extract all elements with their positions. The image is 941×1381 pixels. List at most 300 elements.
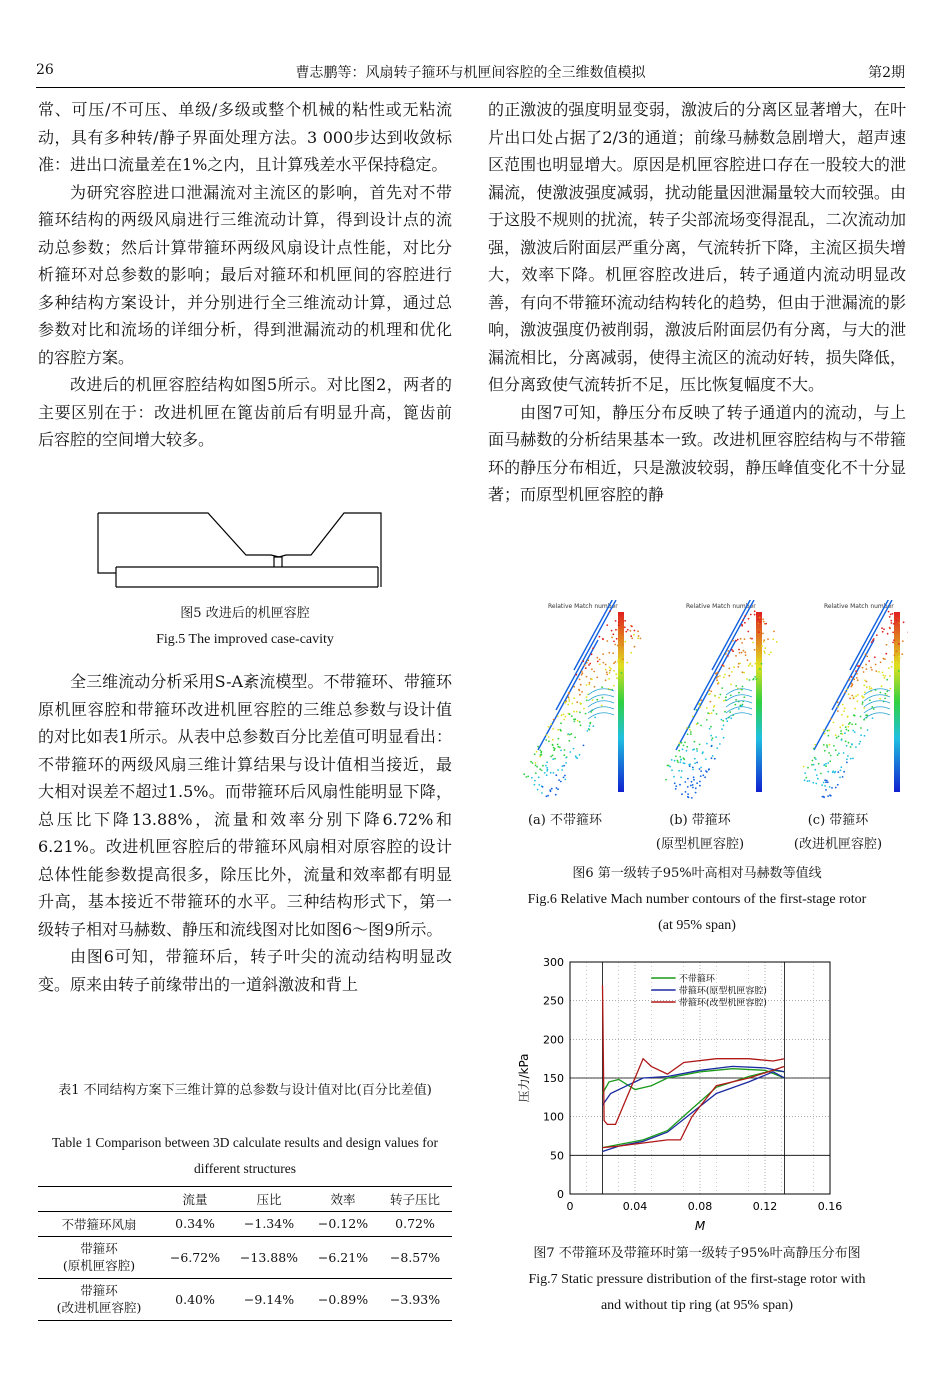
left-column-bottom xyxy=(38,668,452,998)
contour-dot xyxy=(867,729,869,731)
contour-dot xyxy=(750,614,752,616)
contour-dot xyxy=(708,694,710,696)
blade-line xyxy=(832,600,892,710)
contour-dot xyxy=(700,767,702,769)
contour-dot xyxy=(553,747,555,749)
table-header-row xyxy=(38,1187,452,1211)
table-cell: −3.93% xyxy=(389,1291,441,1307)
contour-dot xyxy=(634,646,636,648)
contour-dot xyxy=(804,779,806,781)
contour-dot xyxy=(688,764,690,766)
contour-dot xyxy=(827,795,829,797)
contour-dot xyxy=(754,614,756,616)
contour-dot xyxy=(855,746,857,748)
contour-dot xyxy=(638,635,640,637)
contour-dot xyxy=(557,769,559,771)
x-tick-label: 0 xyxy=(566,1200,574,1213)
contour-dot xyxy=(807,767,809,769)
contour-dot xyxy=(856,677,858,679)
contour-dot xyxy=(849,679,851,681)
contour-dot xyxy=(700,770,702,772)
contour-dot xyxy=(684,781,686,783)
contour-dot xyxy=(767,638,769,640)
contour-dot xyxy=(586,699,588,701)
contour-dot xyxy=(730,684,732,686)
contour-dot xyxy=(884,675,886,677)
contour-dot xyxy=(864,691,866,693)
fig6-sublabel-a: (a) 不带箍环 xyxy=(527,813,603,828)
contour-dot xyxy=(597,657,599,659)
contour-dot xyxy=(599,663,601,665)
contour-dot xyxy=(739,663,741,665)
contour-dot xyxy=(712,737,714,739)
flow-line xyxy=(726,695,752,701)
contour-dot xyxy=(534,753,536,755)
contour-dot xyxy=(582,672,584,674)
contour-dot xyxy=(758,634,760,636)
contour-dot xyxy=(889,627,891,629)
contour-dot xyxy=(845,740,847,742)
contour-dot xyxy=(557,788,559,790)
contour-dot xyxy=(752,642,754,644)
contour-dot xyxy=(833,722,835,724)
contour-dot xyxy=(691,797,693,799)
contour-dot xyxy=(744,615,746,617)
contour-dot xyxy=(737,666,739,668)
contour-dot xyxy=(863,696,865,698)
contour-dot xyxy=(692,787,694,789)
contour-dot xyxy=(872,717,874,719)
contour-dot xyxy=(723,676,725,678)
running-header xyxy=(36,62,905,86)
contour-dot xyxy=(614,661,616,663)
contour-dot xyxy=(817,778,819,780)
contour-dot xyxy=(536,751,538,753)
table-header: 压比 xyxy=(256,1191,282,1207)
contour-dot xyxy=(815,783,817,785)
contour-dot xyxy=(542,765,544,767)
contour-dot xyxy=(597,661,599,663)
contour-dot xyxy=(866,656,868,658)
contour-dot xyxy=(728,668,730,670)
contour-dot xyxy=(686,727,688,729)
contour-dot xyxy=(611,630,613,632)
contour-dot xyxy=(756,660,758,662)
contour-dot xyxy=(869,700,871,702)
contour-dot xyxy=(739,652,741,654)
contour-dot xyxy=(835,749,837,751)
contour-dot xyxy=(893,623,895,625)
contour-dot xyxy=(891,622,893,624)
contour-dot xyxy=(724,674,726,676)
contour-dot xyxy=(894,654,896,656)
fig5-caption-cn: 图5 改进后的机匣容腔 xyxy=(180,606,310,621)
contour-dot xyxy=(896,620,898,622)
contour-dot xyxy=(571,715,573,717)
contour-dot xyxy=(617,645,619,647)
contour-dot xyxy=(828,752,830,754)
contour-dot xyxy=(548,736,550,738)
contour-dot xyxy=(827,762,829,764)
contour-dot xyxy=(884,698,886,700)
fig6-sublabel-b-sub: (原型机匣容腔) xyxy=(655,837,745,852)
contour-dot xyxy=(719,743,721,745)
contour-dot xyxy=(534,780,536,782)
contour-dot xyxy=(561,765,563,767)
contour-dot xyxy=(881,627,883,629)
contour-dot xyxy=(844,691,846,693)
contour-dot xyxy=(548,740,550,742)
contour-dot xyxy=(637,637,639,639)
contour-dot xyxy=(848,693,850,695)
contour-dot xyxy=(563,714,565,716)
contour-dot xyxy=(706,707,708,709)
contour-dot xyxy=(805,777,807,779)
contour-dot xyxy=(866,681,868,683)
contour-dot xyxy=(768,654,770,656)
contour-dot xyxy=(862,667,864,669)
contour-dot xyxy=(555,774,557,776)
contour-dot xyxy=(559,729,561,731)
contour-dot xyxy=(551,788,553,790)
contour-dot xyxy=(835,734,837,736)
contour-dot xyxy=(586,684,588,686)
contour-dot xyxy=(617,629,619,631)
contour-dot xyxy=(677,761,679,763)
contour-dot xyxy=(855,695,857,697)
contour-dot xyxy=(591,653,593,655)
contour-dot xyxy=(596,677,598,679)
contour-dot xyxy=(611,637,613,639)
contour-dot xyxy=(753,678,755,680)
contour-dot xyxy=(700,699,702,701)
contour-dot xyxy=(855,670,857,672)
blade-line xyxy=(814,640,874,750)
contour-dot xyxy=(613,685,615,687)
contour-dot xyxy=(625,631,627,633)
contour-dot xyxy=(718,697,720,699)
contour-dot xyxy=(755,663,757,665)
contour-dot xyxy=(711,745,713,747)
contour-dot xyxy=(880,692,882,694)
contour-dot xyxy=(837,771,839,773)
contour-dot xyxy=(621,672,623,674)
contour-dot xyxy=(602,697,604,699)
y-tick-label: 150 xyxy=(543,1072,564,1085)
contour-dot xyxy=(862,701,864,703)
contour-dot xyxy=(860,727,862,729)
contour-dot xyxy=(712,755,714,757)
contour-dot xyxy=(875,670,877,672)
contour-dot xyxy=(741,652,743,654)
contour-dot xyxy=(601,686,603,688)
contour-dot xyxy=(813,764,815,766)
contour-dot xyxy=(692,767,694,769)
table-cell: −13.88% xyxy=(239,1249,299,1265)
contour-dot xyxy=(725,653,727,655)
contour-dot xyxy=(735,685,737,687)
contour-dot xyxy=(743,650,745,652)
contour-dot xyxy=(742,686,744,688)
contour-dot xyxy=(834,772,836,774)
contour-dot xyxy=(633,634,635,636)
contour-dot xyxy=(716,713,718,715)
legend-label: 不带箍环 xyxy=(678,974,715,985)
contour-dot xyxy=(882,631,884,633)
contour-dot xyxy=(596,699,598,701)
contour-dot xyxy=(851,683,853,685)
contour-dot xyxy=(744,622,746,624)
contour-dot xyxy=(616,677,618,679)
fig5-caption-en: Fig.5 The improved case-cavity xyxy=(156,632,334,647)
contour-dot xyxy=(697,722,699,724)
contour-dot xyxy=(568,693,570,695)
row-label xyxy=(38,1278,160,1320)
contour-dot xyxy=(680,776,682,778)
contour-dot xyxy=(552,744,554,746)
contour-dot xyxy=(717,676,719,678)
contour-dot xyxy=(568,740,570,742)
contour-dot xyxy=(883,658,885,660)
contour-dot xyxy=(541,770,543,772)
contour-dot xyxy=(702,774,704,776)
contour-dot xyxy=(743,696,745,698)
contour-dot xyxy=(682,748,684,750)
contour-dot xyxy=(881,685,883,687)
contour-dot xyxy=(773,631,775,633)
contour-dot xyxy=(618,659,620,661)
contour-dot xyxy=(620,636,622,638)
contour-dot xyxy=(678,750,680,752)
contour-dot xyxy=(879,698,881,700)
contour-dot xyxy=(613,641,615,643)
contour-dot xyxy=(827,730,829,732)
contour-dot xyxy=(876,634,878,636)
fig7-caption-en-2: and without tip ring (at 95% span) xyxy=(600,1298,794,1313)
contour-dot xyxy=(898,637,900,639)
contour-dot xyxy=(863,671,865,673)
contour-dot xyxy=(829,744,831,746)
contour-dot xyxy=(826,746,828,748)
contour-dot xyxy=(605,679,607,681)
contour-dot xyxy=(692,784,694,786)
contour-dot xyxy=(821,784,823,786)
contour-dot xyxy=(837,710,839,712)
contour-dot xyxy=(684,741,686,743)
contour-dot xyxy=(888,611,890,613)
contour-dot xyxy=(692,769,694,771)
contour-dot xyxy=(871,687,873,689)
contour-dot xyxy=(850,758,852,760)
contour-dot xyxy=(809,780,811,782)
contour-dot xyxy=(841,739,843,741)
contour-dot xyxy=(609,666,611,668)
contour-dot xyxy=(758,623,760,625)
contour-dot xyxy=(677,760,679,762)
contour-dot xyxy=(839,777,841,779)
contour-dot xyxy=(615,620,617,622)
contour-dot xyxy=(612,633,614,635)
flow-line xyxy=(864,701,890,707)
contour-dot xyxy=(886,679,888,681)
contour-dot xyxy=(695,792,697,794)
contour-dot xyxy=(723,700,725,702)
contour-dot xyxy=(678,770,680,772)
contour-dot xyxy=(546,761,548,763)
contour-dot xyxy=(837,754,839,756)
contour-dot xyxy=(847,755,849,757)
contour-dot xyxy=(553,772,555,774)
contour-dot xyxy=(869,686,871,688)
table-cell: −0.12% xyxy=(317,1216,369,1231)
contour-dot xyxy=(804,772,806,774)
contour-dot xyxy=(630,635,632,637)
contour-dot xyxy=(573,748,575,750)
contour-dot xyxy=(751,665,753,667)
contour-dot xyxy=(550,723,552,725)
contour-dot xyxy=(585,713,587,715)
contour-dot xyxy=(609,670,611,672)
contour-dot xyxy=(624,626,626,628)
contour-dot xyxy=(622,638,624,640)
contour-dot xyxy=(861,695,863,697)
paragraph: 全三维流动分析采用S-A紊流模型。不带箍环、带箍环原机匣容腔和带箍环改进机匣容腔的三维总参数与设计值的对比如表1所示。从表中总参数百分比差值可明显看出：不带箍环的两级风扇三维计算结果与设计值相当接近，最大相对误差不超过1.5%。而带箍环后风扇性能明显下降，总压比下降13.88%，流量和效率分别下降6.72%和6.21%。改进机匣容腔后的带箍环风扇相对原容腔的设计总体性能参数提高很多，除压比外，流量和效率都有明显升高，基本接近不带箍环的水平。三种结构形式下，第一级转子相对马赫数、静压和流线图对比如图6～图9所示。 xyxy=(38,672,452,939)
contour-dot xyxy=(583,745,585,747)
contour-dot xyxy=(699,785,701,787)
contour-dot xyxy=(893,639,895,641)
contour-dot xyxy=(842,724,844,726)
contour-dot xyxy=(733,666,735,668)
row-label-sub: (原机匣容腔) xyxy=(62,1258,136,1273)
contour-dot xyxy=(687,786,689,788)
contour-dot xyxy=(575,674,577,676)
contour-dot xyxy=(565,700,567,702)
y-tick-label: 50 xyxy=(550,1149,564,1163)
contour-dot xyxy=(764,652,766,654)
contour-dot xyxy=(580,703,582,705)
contour-dot xyxy=(689,726,691,728)
contour-dot xyxy=(525,776,527,778)
contour-dot xyxy=(856,673,858,675)
contour-dot xyxy=(592,647,594,649)
contour-dot xyxy=(538,784,540,786)
contour-dot xyxy=(762,633,764,635)
contour-dot xyxy=(871,669,873,671)
contour-dot xyxy=(825,763,827,765)
y-tick-label: 250 xyxy=(543,994,564,1008)
contour-dot xyxy=(734,704,736,706)
contour-dot xyxy=(552,728,554,730)
contour-dot xyxy=(721,687,723,689)
contour-dot xyxy=(606,640,608,642)
contour-dot xyxy=(579,679,581,681)
contour-dot xyxy=(896,634,898,636)
contour-dot xyxy=(738,649,740,651)
contour-dot xyxy=(828,735,830,737)
contour-dot xyxy=(558,779,560,781)
contour-dot xyxy=(746,678,748,680)
left-column-top xyxy=(38,96,452,454)
contour-dot xyxy=(842,704,844,706)
contour-dot xyxy=(609,672,611,674)
contour-dot xyxy=(723,665,725,667)
contour-dot xyxy=(824,750,826,752)
contour-dot xyxy=(578,690,580,692)
contour-dot xyxy=(853,696,855,698)
contour-dot xyxy=(896,661,898,663)
header-rule xyxy=(36,87,905,88)
flow-line xyxy=(588,689,614,695)
contour-dot xyxy=(857,679,859,681)
contour-dot xyxy=(693,779,695,781)
contour-dot xyxy=(726,720,728,722)
x-tick-label: 0.12 xyxy=(752,1200,778,1213)
contour-dot xyxy=(605,664,607,666)
x-tick-label: 0.04 xyxy=(622,1200,648,1213)
contour-dot xyxy=(710,735,712,737)
contour-dot xyxy=(813,748,815,750)
contour-dot xyxy=(690,731,692,733)
contour-dot xyxy=(572,703,574,705)
contour-dot xyxy=(731,671,733,673)
table-row xyxy=(38,1236,452,1278)
blade-line xyxy=(556,600,616,710)
contour-dot xyxy=(824,733,826,735)
y-tick-label: 100 xyxy=(543,1110,564,1124)
contour-dot xyxy=(540,752,542,754)
contour-dot xyxy=(735,699,737,701)
contour-dot xyxy=(878,671,880,673)
contour-dot xyxy=(696,762,698,764)
row-label-main: 带箍环 xyxy=(80,1241,118,1256)
contour-dot xyxy=(887,633,889,635)
contour-dot xyxy=(763,621,765,623)
contour-dot xyxy=(843,710,845,712)
contour-dot xyxy=(891,666,893,668)
contour-dot xyxy=(743,672,745,674)
contour-dot xyxy=(585,667,587,669)
contour-dot xyxy=(568,700,570,702)
table-header xyxy=(38,1187,160,1211)
contour-dot xyxy=(665,779,667,781)
contour-dot xyxy=(565,757,567,759)
contour-dot xyxy=(754,610,756,612)
contour-dot xyxy=(669,766,671,768)
contour-dot xyxy=(846,762,848,764)
contour-dot xyxy=(754,649,756,651)
contour-dot xyxy=(903,621,905,623)
contour-dot xyxy=(683,745,685,747)
contour-dot xyxy=(738,692,740,694)
table-cell: −6.72% xyxy=(169,1249,221,1265)
table-cell: −6.21% xyxy=(317,1249,369,1265)
contour-dot xyxy=(738,708,740,710)
contour-dot xyxy=(539,768,541,770)
contour-dot xyxy=(695,787,697,789)
contour-dot xyxy=(725,696,727,698)
contour-dot xyxy=(683,759,685,761)
contour-dot xyxy=(546,734,548,736)
flow-line xyxy=(726,713,752,719)
contour-dot xyxy=(580,724,582,726)
contour-dot xyxy=(564,749,566,751)
contour-dot xyxy=(749,679,751,681)
contour-dot xyxy=(608,678,610,680)
contour-dot xyxy=(549,789,551,791)
contour-dot xyxy=(871,641,873,643)
contour-dot xyxy=(838,753,840,755)
contour-dot xyxy=(615,629,617,631)
